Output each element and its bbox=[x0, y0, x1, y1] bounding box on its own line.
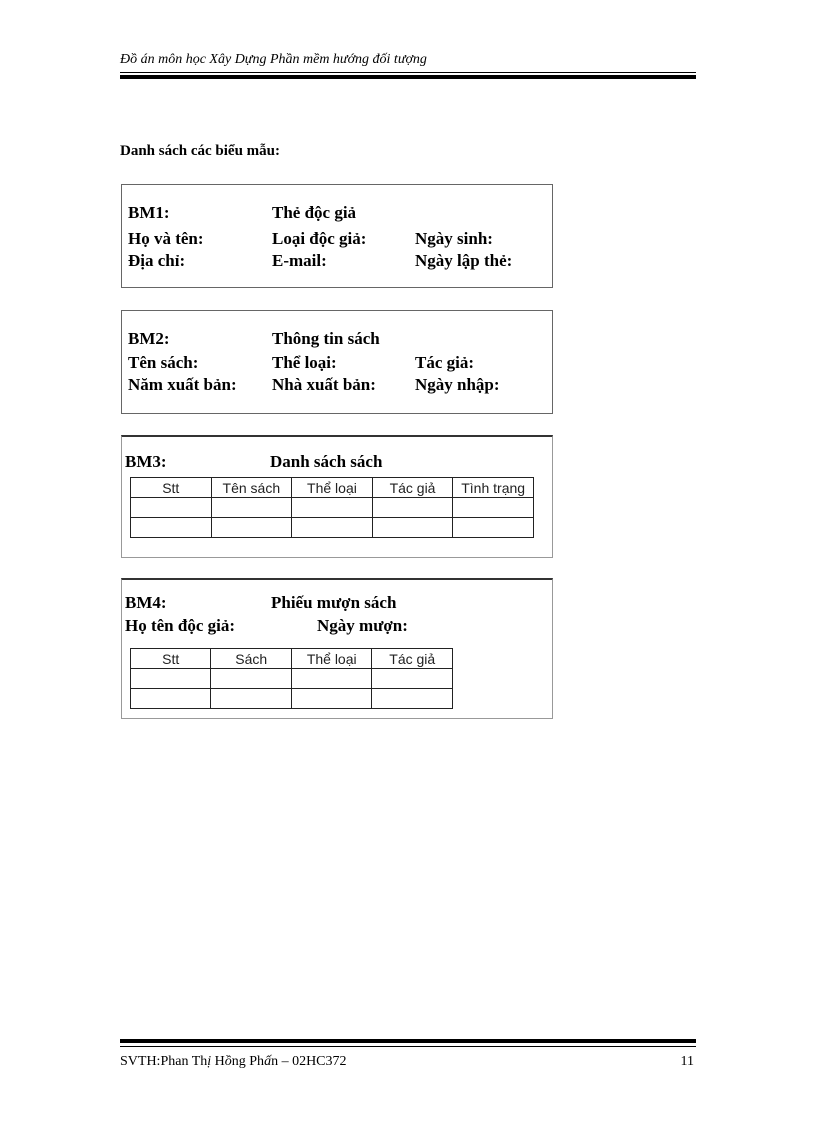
column-header: Sách bbox=[211, 649, 292, 669]
table-cell bbox=[131, 689, 211, 709]
footer-author-part: H bbox=[211, 1054, 225, 1069]
form-bm3 bbox=[121, 435, 553, 558]
bm2-field: Tên sách: bbox=[128, 353, 199, 372]
table-cell bbox=[372, 669, 453, 689]
table-cell bbox=[131, 518, 212, 538]
table-cell bbox=[292, 518, 373, 538]
column-header: Tác giả bbox=[372, 649, 453, 669]
form-bm4 bbox=[121, 578, 553, 719]
column-header: Tình trạng bbox=[453, 478, 534, 498]
page-number: 11 bbox=[680, 1054, 694, 1069]
column-header: Thể loại bbox=[292, 478, 373, 498]
bm1-field: Ngày lập thẻ: bbox=[415, 251, 513, 270]
table-cell bbox=[372, 689, 453, 709]
footer-author-part: ấ bbox=[264, 1054, 272, 1069]
table-row bbox=[131, 689, 453, 709]
table-cell bbox=[291, 689, 371, 709]
table-cell bbox=[453, 498, 534, 518]
column-header: Stt bbox=[131, 649, 211, 669]
bm1-field: Loại độc giả: bbox=[272, 229, 367, 248]
table-cell bbox=[211, 498, 292, 518]
column-header: Thể loại bbox=[291, 649, 371, 669]
section-title: Danh sách các biểu mẫu: bbox=[120, 143, 281, 159]
bm3-name: Danh sách sách bbox=[270, 452, 383, 471]
bm2-field: Thể loại: bbox=[272, 353, 337, 372]
table-cell bbox=[131, 669, 211, 689]
header-rule-thin bbox=[120, 72, 696, 73]
column-header: Stt bbox=[131, 478, 212, 498]
bm1-name: Thẻ độc giả bbox=[272, 203, 357, 222]
bm1-field: Địa chỉ: bbox=[128, 251, 186, 270]
bm3-table bbox=[130, 477, 534, 538]
bm4-date-label: Ngày mượn: bbox=[317, 616, 408, 635]
table-row bbox=[131, 498, 534, 518]
footer-author-part: ồ bbox=[224, 1054, 232, 1069]
footer-author-part: ng Ph bbox=[231, 1054, 265, 1069]
bm1-code: BM1: bbox=[128, 203, 170, 222]
bm3-code: BM3: bbox=[125, 452, 167, 471]
table-cell bbox=[453, 518, 534, 538]
table-header-row bbox=[131, 478, 534, 498]
bm1-field: E-mail: bbox=[272, 251, 327, 270]
footer-author bbox=[120, 1054, 347, 1070]
bm2-code: BM2: bbox=[128, 329, 170, 348]
bm2-field: Tác giả: bbox=[415, 353, 475, 372]
bm1-field: Họ và tên: bbox=[128, 229, 204, 248]
form-bm1 bbox=[121, 184, 553, 288]
bm1-field: Ngày sinh: bbox=[415, 229, 493, 248]
column-header: Tên sách bbox=[211, 478, 292, 498]
footer-author-part: n – 02HC372 bbox=[271, 1054, 347, 1069]
bm2-field: Nhà xuất bản: bbox=[272, 375, 376, 394]
bm4-name: Phiếu mượn sách bbox=[271, 593, 397, 612]
footer-rule-thin bbox=[120, 1046, 696, 1047]
table-cell bbox=[211, 518, 292, 538]
bm4-reader-label: Họ tên độc giả: bbox=[125, 616, 236, 635]
page-header-title: Đồ án môn học Xây Dựng Phần mềm hướng đối tượng bbox=[120, 52, 427, 67]
table-cell bbox=[131, 498, 212, 518]
bm4-code: BM4: bbox=[125, 593, 167, 612]
table-header-row bbox=[131, 649, 453, 669]
footer-rule-thick bbox=[120, 1039, 696, 1043]
table-cell bbox=[372, 518, 453, 538]
footer-author-part: SVTH:Phan Th bbox=[120, 1054, 208, 1069]
header-rule-thick bbox=[120, 75, 696, 79]
table-row bbox=[131, 518, 534, 538]
bm4-table bbox=[130, 648, 453, 709]
footer-author-part: ị bbox=[207, 1054, 212, 1069]
table-cell bbox=[372, 498, 453, 518]
table-cell bbox=[211, 669, 292, 689]
bm2-field: Ngày nhập: bbox=[415, 375, 500, 394]
table-cell bbox=[211, 689, 292, 709]
table-row bbox=[131, 669, 453, 689]
column-header: Tác giả bbox=[372, 478, 453, 498]
bm2-field: Năm xuất bản: bbox=[128, 375, 237, 394]
table-cell bbox=[292, 498, 373, 518]
form-bm2 bbox=[121, 310, 553, 414]
table-cell bbox=[291, 669, 371, 689]
bm2-name: Thông tin sách bbox=[272, 329, 380, 348]
